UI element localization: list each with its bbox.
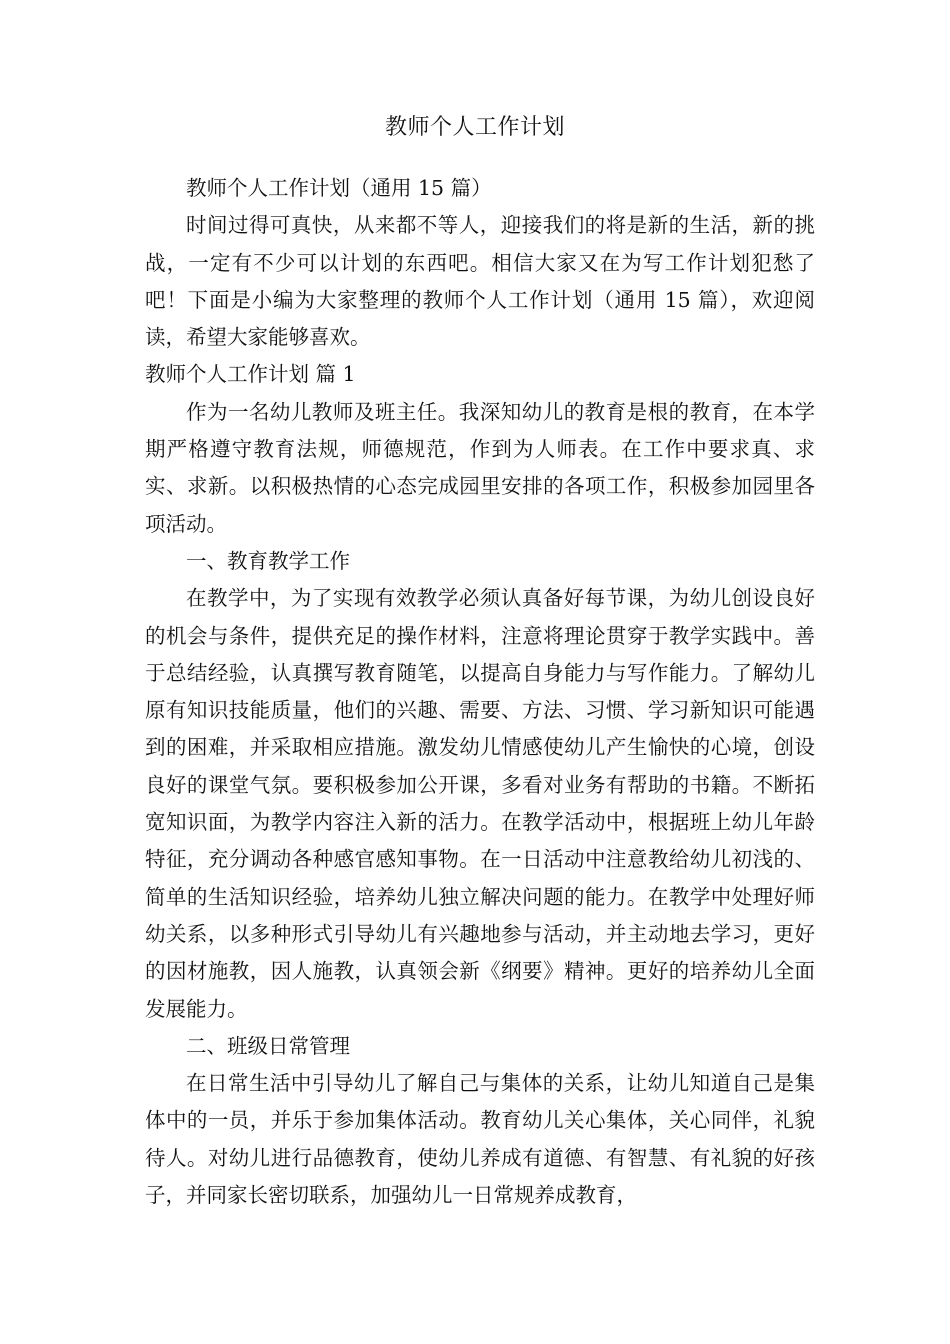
document-body <box>145 170 815 1214</box>
body-paragraph: 作为一名幼儿教师及班主任。我深知幼儿的教育是根的教育，在本学期严格遵守教育法规，师德规范，作到为人师表。在工作中要求真、求实、求新。以积极热情的心态完成园里安排的各项工作，积极参加园里各项活动。 <box>145 399 815 536</box>
document-title: 教师个人工作计划 <box>384 115 565 140</box>
intro-paragraph: 时间过得可真快，从来都不等人，迎接我们的将是新的生活，新的挑战，一定有不少可以计划的东西吧。相信大家又在为写工作计划犯愁了吧！下面是小编为大家整理的教师个人工作计划（通用 15 篇），欢迎阅读，希望大家能够喜欢。 <box>145 213 815 350</box>
body-paragraph: 在日常生活中引导幼儿了解自己与集体的关系，让幼儿知道自己是集体中的一员，并乐于参加集体活动。教育幼儿关心集体，关心同伴，礼貌待人。对幼儿进行品德教育，使幼儿养成有道德、有智慧、有礼貌的好孩子，并同家长密切联系，加强幼儿一日常规养成教育， <box>145 1071 815 1208</box>
subsection-heading: 二、班级日常管理 <box>186 1033 350 1058</box>
subsection-heading: 一、教育教学工作 <box>186 548 350 573</box>
body-paragraph: 在教学中，为了实现有效教学必须认真备好每节课，为幼儿创设良好的机会与条件，提供充足的操作材料，注意将理论贯穿于教学实践中。善于总结经验，认真撰写教育随笔，以提高自身能力与写作能力。了解幼儿原有知识技能质量，他们的兴趣、需要、方法、习惯、学习新知识可能遇到的困难，并采取相应措施。激发幼儿情感使幼儿产生愉快的心境，创设良好的课堂气氛。要积极参加公开课，多看对业务有帮助的书籍。不断拓宽知识面，为教学内容注入新的活力。在教学活动中，根据班上幼儿年龄特征，充分调动各种感官感知事物。在一日活动中注意教给幼儿初浅的、简单的生活知识经验，培养幼儿独立解决问题的能力。在教学中处理好师幼关系，以多种形式引导幼儿有兴趣地参与活动，并主动地去学习，更好的因材施教，因人施教，认真领会新《纲要》精神。更好的培养幼儿全面发展能力。 <box>145 586 815 1021</box>
section-heading: 教师个人工作计划 篇 1 <box>145 362 356 387</box>
subtitle-paragraph: 教师个人工作计划（通用 15 篇） <box>186 176 492 200</box>
